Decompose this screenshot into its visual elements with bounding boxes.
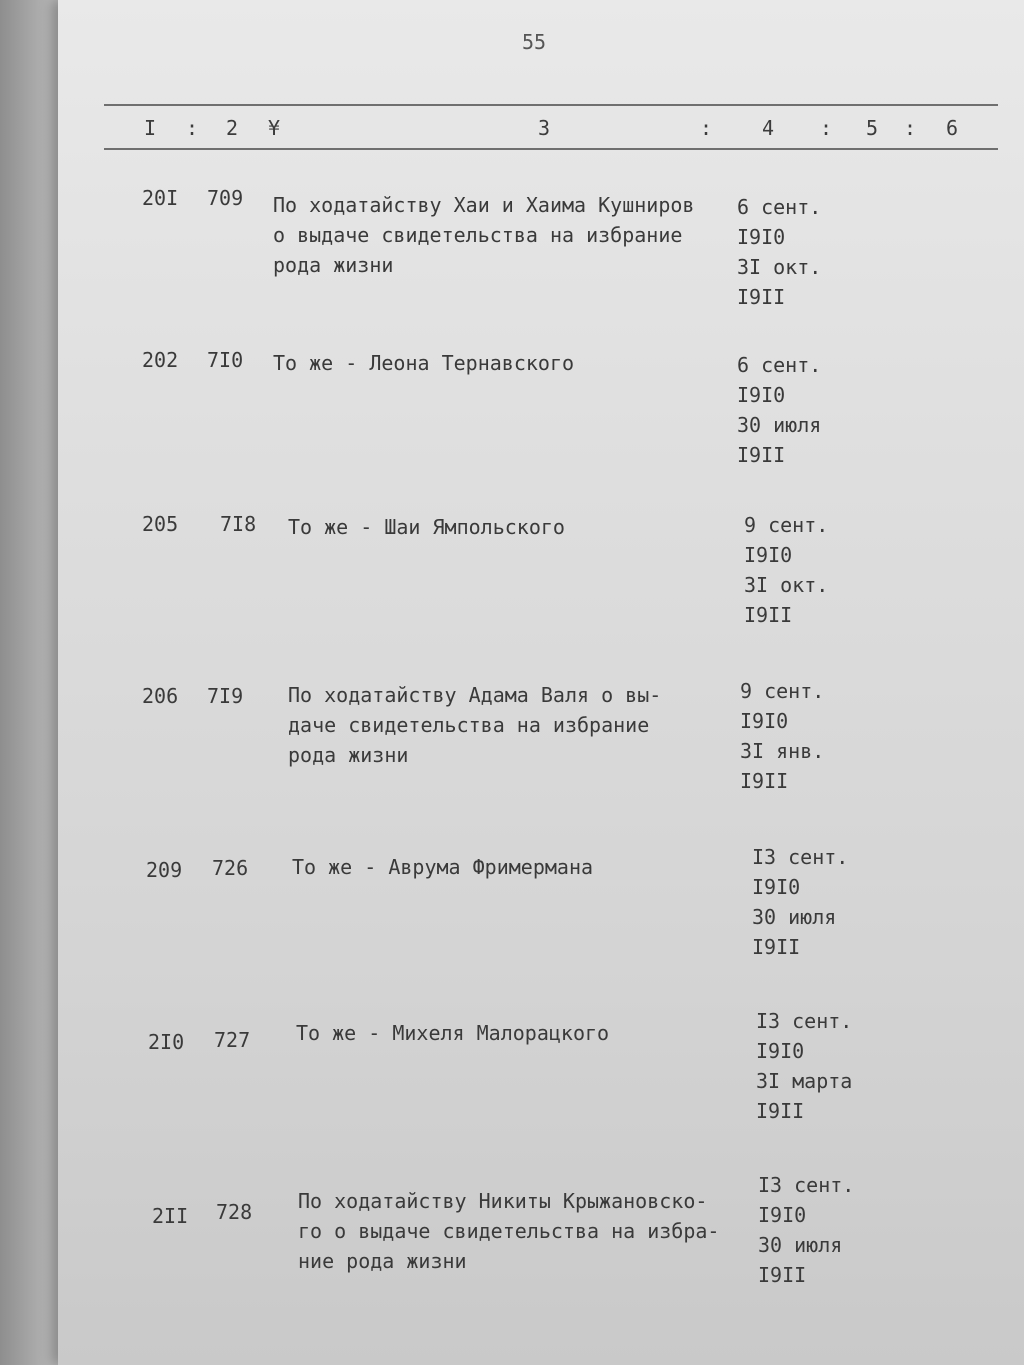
entry-description: По ходатайству Никиты Крыжановско- го о выдаче свидетельства на избра- ние рода жизни <box>298 1189 720 1273</box>
entry-reference: 726 <box>212 856 249 880</box>
entry-reference: 7I8 <box>220 512 257 536</box>
date-start: 6 сент. <box>737 195 822 219</box>
date-start: 6 сент. <box>737 353 822 377</box>
entry-number: 206 <box>142 684 179 708</box>
entry-description: То же - Аврума Фримермана <box>292 855 594 879</box>
date-start: I3 сент. <box>758 1173 855 1197</box>
year-start: I9I0 <box>737 225 786 249</box>
entry-reference: 728 <box>216 1200 253 1224</box>
date-end: 3I окт. <box>744 573 829 597</box>
entry-dates <box>737 192 867 312</box>
entry-description: То же - Михеля Малорацкого <box>296 1021 610 1045</box>
entry-dates <box>744 510 874 630</box>
header-separator: : <box>186 116 199 140</box>
page-number: 55 <box>522 30 547 54</box>
date-start: I3 сент. <box>752 845 849 869</box>
entry-description: То же - Шаи Ямпольского <box>288 515 565 539</box>
date-end: 30 июля <box>737 413 822 437</box>
header-separator: : <box>904 116 917 140</box>
entry-dates <box>737 350 867 470</box>
entry-reference: 709 <box>207 186 244 210</box>
header-rule-bottom <box>104 148 998 150</box>
year-end: I9II <box>737 443 786 467</box>
entry-reference: 7I0 <box>207 348 244 372</box>
entry-description: По ходатайству Хаи и Хаима Кушниров о выдаче свидетельства на избрание рода жизни <box>273 193 695 277</box>
header-rule-top <box>104 104 998 106</box>
year-end: I9II <box>744 603 793 627</box>
year-start: I9I0 <box>740 709 789 733</box>
entry-dates <box>758 1170 888 1290</box>
header-col-6: 6 <box>946 116 959 140</box>
entry-description: По ходатайству Адама Валя о вы- даче свидетельства на избрание рода жизни <box>288 683 662 767</box>
entry-number: 2II <box>152 1204 189 1228</box>
year-start: I9I0 <box>744 543 793 567</box>
date-end: 3I янв. <box>740 739 825 763</box>
entry-reference: 7I9 <box>207 684 244 708</box>
entry-number: 2I0 <box>148 1030 185 1054</box>
header-col-1: I <box>144 116 157 140</box>
year-start: I9I0 <box>737 383 786 407</box>
date-end: 3I окт. <box>737 255 822 279</box>
year-end: I9II <box>752 935 801 959</box>
year-end: I9II <box>737 285 786 309</box>
entry-description: То же - Леона Тернавского <box>273 351 575 375</box>
date-start: 9 сент. <box>740 679 825 703</box>
date-start: I3 сент. <box>756 1009 853 1033</box>
entry-dates <box>752 842 882 962</box>
header-separator: : <box>820 116 833 140</box>
entry-number: 209 <box>146 858 183 882</box>
entry-reference: 727 <box>214 1028 251 1052</box>
date-end: 30 июля <box>758 1233 843 1257</box>
header-separator: ¥ <box>268 116 281 140</box>
entry-dates <box>740 676 870 796</box>
year-end: I9II <box>756 1099 805 1123</box>
header-separator: : <box>700 116 713 140</box>
date-start: 9 сент. <box>744 513 829 537</box>
header-col-4: 4 <box>762 116 775 140</box>
header-col-2: 2 <box>226 116 239 140</box>
entry-dates <box>756 1006 886 1126</box>
date-end: 30 июля <box>752 905 837 929</box>
header-col-3: 3 <box>538 116 551 140</box>
year-end: I9II <box>758 1263 807 1287</box>
date-end: 3I марта <box>756 1069 853 1093</box>
entry-number: 202 <box>142 348 179 372</box>
year-end: I9II <box>740 769 789 793</box>
year-start: I9I0 <box>758 1203 807 1227</box>
header-col-5: 5 <box>866 116 879 140</box>
entry-number: 20I <box>142 186 179 210</box>
entry-number: 205 <box>142 512 179 536</box>
year-start: I9I0 <box>756 1039 805 1063</box>
year-start: I9I0 <box>752 875 801 899</box>
